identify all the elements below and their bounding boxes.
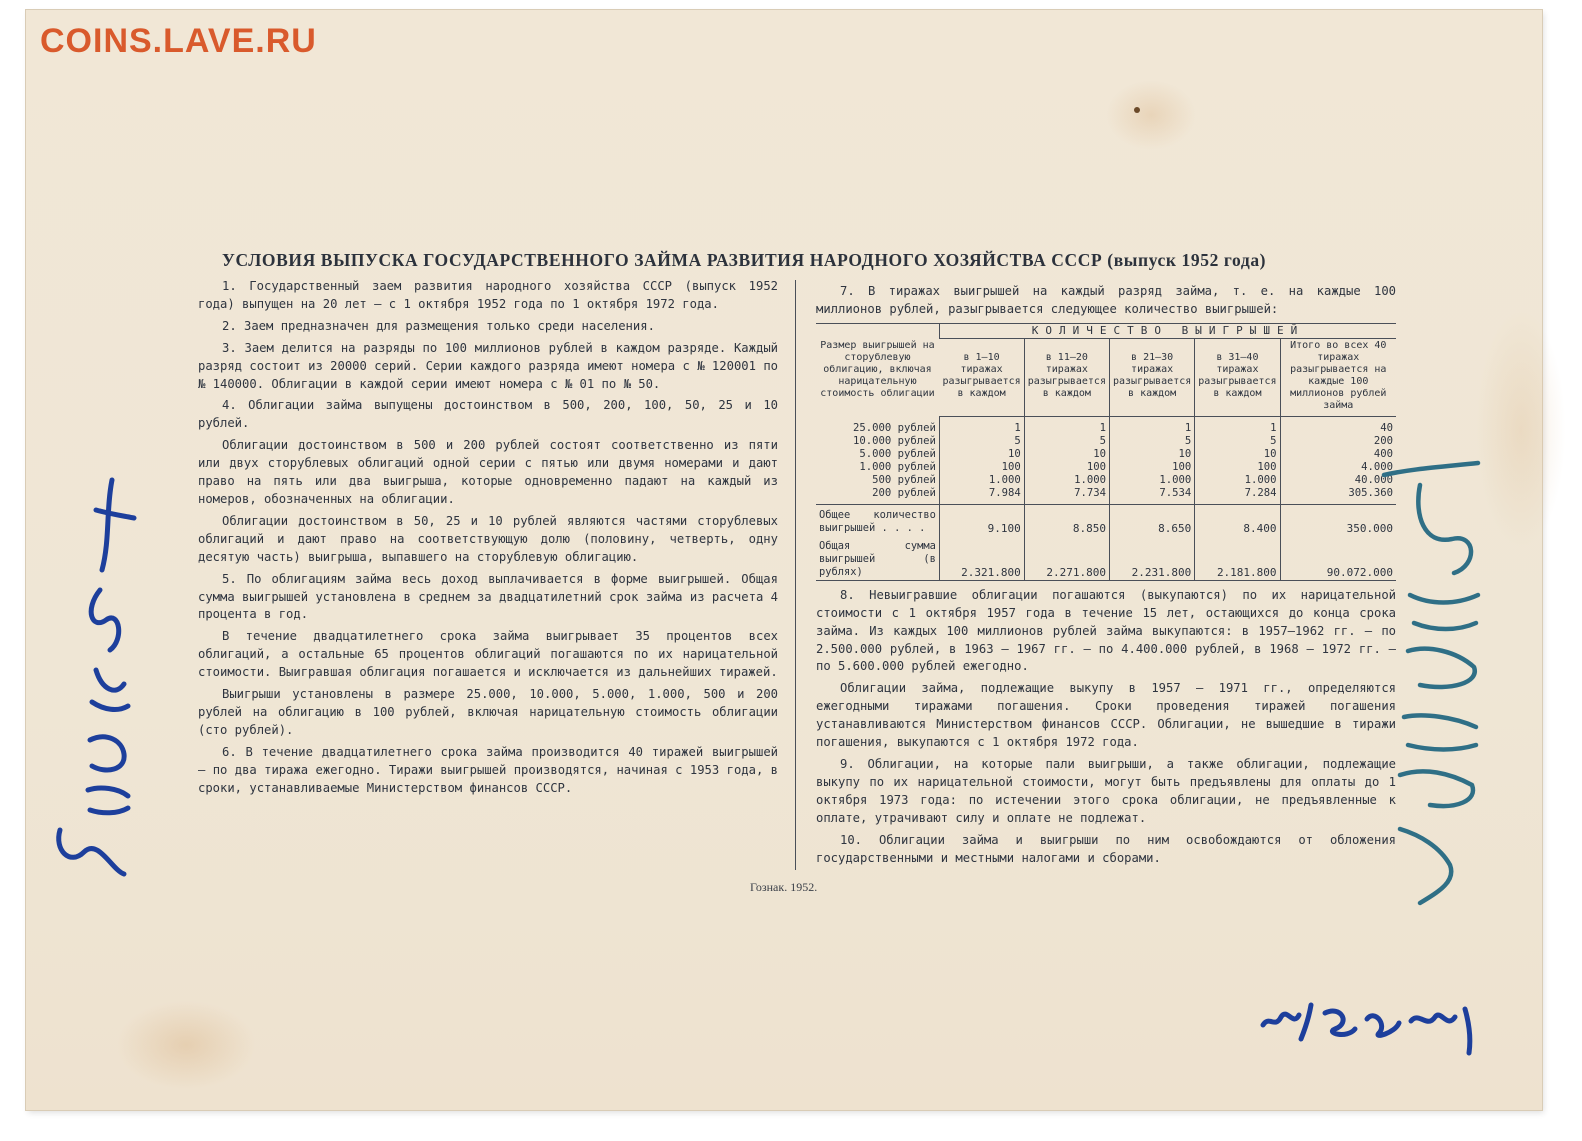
table-cell: 1.000 xyxy=(1024,474,1109,487)
paragraph: 6. В течение двадцатилетнего срока займа производится 40 тиражей выигрышей — по два тиража ежегодно. Тиражи выигрышей производятся, начиная с 1953 года, в сроки, устанавливаемые Министерством финансов СССР. xyxy=(198,744,778,795)
table-cell: 2.321.800 xyxy=(939,536,1024,581)
table-cell: 8.650 xyxy=(1109,504,1194,536)
table-column-header: в 21—30 тиражах разыгрывается в каждом xyxy=(1109,338,1194,416)
table-cell: 2.231.800 xyxy=(1109,536,1194,581)
printer-footer: Гознак. 1952. xyxy=(750,880,818,894)
table-cell: 100 xyxy=(1195,461,1280,474)
paragraph: 3. Заем делится на разряды по 100 миллионов рублей в каждом разряде. Каждый разряд состоит из 20000 серий. Серии каждого разряда имеют номера с № 120001 по № 140000. Облигации в каждой серии имеют номера с № 01 по № 50. xyxy=(198,340,778,391)
prize-table xyxy=(816,323,1396,581)
table-cell: 4.000 xyxy=(1280,461,1396,474)
paragraph: 5. По облигациям займа весь доход выплачивается в форме выигрышей. Общая сумма выигрышей установлена в среднем за двадцатилетний срок займа из расчета 4 процента в год. xyxy=(198,571,778,622)
table-row xyxy=(816,536,1396,581)
table-cell: 40.000 xyxy=(1280,474,1396,487)
table-cell: 100 xyxy=(939,461,1024,474)
table-cell: 200 рублей xyxy=(816,487,939,505)
site-watermark: COINS.LAVE.RU xyxy=(40,22,317,60)
paper-stain xyxy=(1134,107,1140,113)
paper-stain xyxy=(1106,80,1196,150)
table-cell: 305.360 xyxy=(1280,487,1396,505)
table-cell: 5 xyxy=(939,435,1024,448)
table-cell: Общая сумма выигрышей (в рублях) xyxy=(816,536,939,581)
table-cell: 1.000 рублей xyxy=(859,460,936,473)
table-cell: 90.072.000 xyxy=(1280,536,1396,581)
table-row-header: Размер выигрышей на сторублевую облигацию, включая нарицательную стоимость облигации xyxy=(816,323,939,416)
table-cell: 5 xyxy=(1024,435,1109,448)
table-cell: 5 xyxy=(1109,435,1194,448)
table-cell: 10 xyxy=(1195,448,1280,461)
table-row xyxy=(816,504,1396,536)
table-row xyxy=(816,461,1396,474)
paragraph: 8. Невыигравшие облигации погашаются (выкупаются) по их нарицательной стоимости с 1 октября 1957 года в течение 15 лет, остающихся до конца срока займа. Из каждых 100 миллионов рублей займа выкупаются: в 1957—1962 гг. — по 2.500.000 рублей, в 1963 — 1967 гг. — по 4.400.000 рублей, в 1968 — 1972 гг. — по 5.600.000 рублей ежегодно. xyxy=(816,587,1396,674)
table-cell: 2.181.800 xyxy=(1195,536,1280,581)
table-cell: 100 xyxy=(1109,461,1194,474)
paragraph: Выигрыши установлены в размере 25.000, 10.000, 5.000, 1.000, 500 и 200 рублей на облигацию в 100 рублей, включая нарицательную стоимость облигации (сто рублей). xyxy=(198,687,778,737)
paragraph: 7. В тиражах выигрышей на каждый разряд займа, т. е. на каждые 100 миллионов рублей, разыгрывается следующее количество выигрышей: xyxy=(816,284,1396,316)
table-row xyxy=(816,416,1396,435)
table-cell: 1 xyxy=(1195,416,1280,435)
table-cell: 10 xyxy=(1109,448,1194,461)
paper-stain xyxy=(116,1000,256,1090)
table-column-header: в 31—40 тиражах разыгрывается в каждом xyxy=(1195,338,1280,416)
table-cell: 9.100 xyxy=(939,504,1024,536)
table-row xyxy=(816,474,1396,487)
table-cell: 500 рублей xyxy=(872,473,936,486)
table-cell: 100 xyxy=(1024,461,1109,474)
table-row xyxy=(816,435,1396,448)
table-cell: 1.000 xyxy=(1109,474,1194,487)
paragraph: Облигации достоинством в 50, 25 и 10 рублей являются частями сторублевых облигаций и дают право на соответствующую долю (половину, четверть, одну десятую часть) выигрыша, выпавшего на сторублевую облигацию. xyxy=(198,513,778,564)
table-cell: 1 xyxy=(1109,416,1194,435)
table-cell: 5.000 рублей xyxy=(859,447,936,460)
paragraph: В течение двадцатилетнего срока займа выигрывает 35 процентов всех облигаций, а остальные 65 процентов облигаций погашаются по их нарицательной стоимости. Выигравшая облигация погашается и исключается из дальнейших тиражей. xyxy=(198,629,778,680)
paper-stain xyxy=(1476,310,1566,550)
table-cell: 7.984 xyxy=(939,487,1024,505)
paragraph: 9. Облигации, на которые пали выигрыши, а также облигации, подлежащие выкупу по их нарицательной стоимости, могут быть предъявлены для оплаты до 1 октября 1973 года: по истечении этого срока облигации, не предъявленные к оплате, утрачивают силу и оплате не подлежат. xyxy=(816,756,1396,825)
table-cell: 1 xyxy=(1024,416,1109,435)
paragraph: 1. Государственный заем развития народного хозяйства СССР (выпуск 1952 года) выпущен на 20 лет — с 1 октября 1952 года по 1 октября 1972 года. xyxy=(198,279,778,311)
table-column-header: в 11—20 тиражах разыгрывается в каждом xyxy=(1024,338,1109,416)
table-cell: 350.000 xyxy=(1280,504,1396,536)
paragraph: 2. Заем предназначен для размещения только среди населения. xyxy=(222,318,655,333)
table-cell: 1.000 xyxy=(1195,474,1280,487)
table-cell: Общее количество выигрышей . . . . xyxy=(819,508,936,534)
table-cell: 25.000 рублей xyxy=(853,421,936,434)
table-group-header: КОЛИЧЕСТВО ВЫИГРЫШЕЙ xyxy=(939,323,1396,338)
table-cell: 5 xyxy=(1195,435,1280,448)
paragraph: 10. Облигации займа и выигрыши по ним освобождаются от обложения государственными и местными налогами и сборами. xyxy=(816,832,1396,865)
table-cell: 8.400 xyxy=(1195,504,1280,536)
table-column-header: в 1—10 тиражах разыгрывается в каждом xyxy=(939,338,1024,416)
table-cell: 400 xyxy=(1280,448,1396,461)
table-cell: 10 xyxy=(1024,448,1109,461)
paragraph: Облигации достоинством в 500 и 200 рублей состоят соответственно из пяти или двух сторублевых облигаций одной серии с пятью или двумя номерами и дают право на пять или два выигрыша, которые одновременно падают на каждый из номеров, обозначенных на облигации. xyxy=(198,438,778,506)
column-divider xyxy=(795,280,796,870)
table-cell: 1.000 xyxy=(939,474,1024,487)
table-cell: 7.284 xyxy=(1195,487,1280,505)
table-cell: 40 xyxy=(1280,416,1396,435)
table-row xyxy=(816,487,1396,505)
table-cell: 10 xyxy=(939,448,1024,461)
paragraph: Облигации займа, подлежащие выкупу в 1957 — 1971 гг., определяются ежегодными тиражами погашения. Сроки проведения тиражей погашения устанавливаются Министерством финансов СССР. Облигации, не вышедшие в тиражи погашения, выкупаются с 1 октября 1972 года. xyxy=(816,681,1396,750)
left-column xyxy=(198,278,778,801)
paragraph: 4. Облигации займа выпущены достоинством в 500, 200, 100, 50, 25 и 10 рублей. xyxy=(198,398,778,431)
table-column-header: Итого во всех 40 тиражах разыгрывается на каждые 100 миллионов рублей займа xyxy=(1280,338,1396,416)
table-cell: 8.850 xyxy=(1024,504,1109,536)
table-cell: 2.271.800 xyxy=(1024,536,1109,581)
document-title: УСЛОВИЯ ВЫПУСКА ГОСУДАРСТВЕННОГО ЗАЙМА РАЗВИТИЯ НАРОДНОГО ХОЗЯЙСТВА СССР (выпуск 1952 года) xyxy=(222,250,1267,270)
table-row xyxy=(816,448,1396,461)
table-cell: 10.000 рублей xyxy=(853,434,936,447)
table-cell: 7.534 xyxy=(1109,487,1194,505)
right-column xyxy=(816,283,1396,871)
table-cell: 7.734 xyxy=(1024,487,1109,505)
table-cell: 1 xyxy=(939,416,1024,435)
table-cell: 200 xyxy=(1280,435,1396,448)
